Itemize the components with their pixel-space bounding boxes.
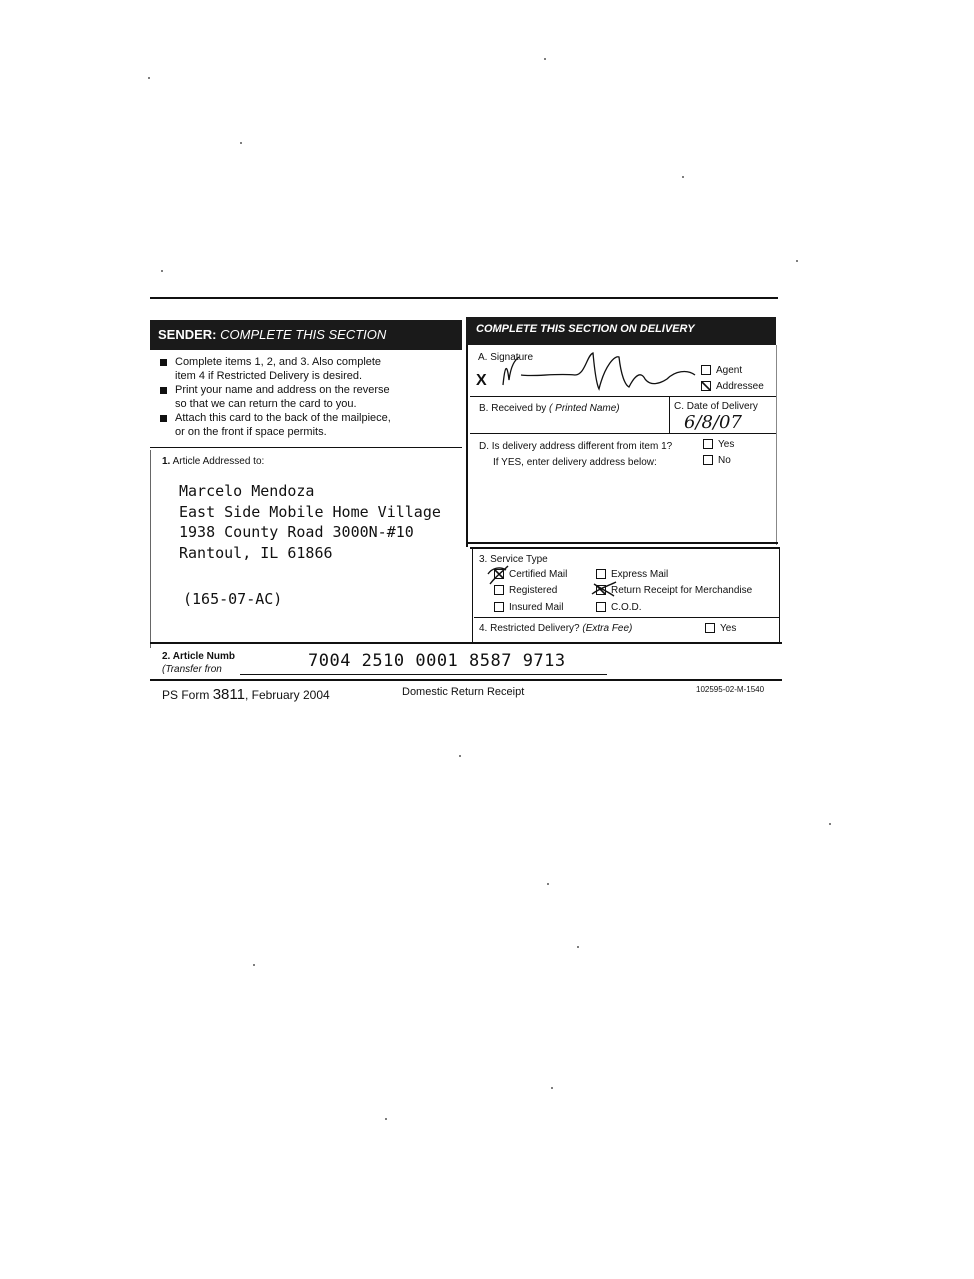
date-of-delivery-label: C. Date of Delivery xyxy=(674,401,758,412)
service-right-rule xyxy=(779,547,780,642)
sender-header-bold: SENDER: xyxy=(158,327,217,342)
form-prefix: PS Form xyxy=(162,688,210,702)
address-line: Rantoul, IL 61866 xyxy=(179,543,333,562)
address-line: East Side Mobile Home Village xyxy=(179,502,441,521)
restricted-delivery-label xyxy=(479,622,632,635)
article-label-num: 1. xyxy=(162,456,171,467)
restricted-italic: (Extra Fee) xyxy=(582,623,633,634)
article-number-label-line1: 2. Article Numb xyxy=(162,651,235,662)
cod-checkbox[interactable] xyxy=(596,602,606,612)
addressee-option[interactable] xyxy=(701,380,764,393)
scan-speck xyxy=(253,964,255,966)
addressee-label: Addressee xyxy=(716,381,764,392)
article-top-rule xyxy=(150,642,782,644)
form-title: Domestic Return Receipt xyxy=(402,686,525,698)
service-option-label: Registered xyxy=(509,585,558,596)
service-option-insured[interactable] xyxy=(494,601,563,614)
sender-instructions xyxy=(160,355,460,439)
scan-speck xyxy=(682,176,684,178)
article-label-text: Article Addressed to: xyxy=(172,456,265,467)
reference-code: (165-07-AC) xyxy=(183,590,283,608)
delivery-header xyxy=(466,317,776,345)
instruction-line: or on the front if space permits. xyxy=(175,426,327,438)
address-line: 1938 County Road 3000N-#10 xyxy=(179,523,414,541)
service-top-rule xyxy=(470,547,780,549)
signature-x: X xyxy=(476,372,487,389)
d-yes-option[interactable] xyxy=(703,438,734,451)
article-number-label xyxy=(162,650,235,676)
insured-checkbox[interactable] xyxy=(494,602,504,612)
d-question: D. Is delivery address different from item 1? xyxy=(479,441,673,452)
address-line: Marcelo Mendoza xyxy=(179,482,315,500)
service-option-cod[interactable] xyxy=(596,601,642,614)
received-by-label xyxy=(479,402,620,415)
date-of-delivery-value: 6/8/07 xyxy=(684,412,742,433)
signature-label: A. Signature xyxy=(478,352,534,363)
received-by-text: B. Received by xyxy=(479,403,547,414)
scan-speck xyxy=(829,823,831,825)
instruction-line: Attach this card to the back of the mailpiece, xyxy=(175,412,391,424)
scan-speck xyxy=(551,1087,553,1089)
card-top-rule xyxy=(150,297,778,299)
d-if-yes: If YES, enter delivery address below: xyxy=(493,457,657,468)
delivery-right-rule xyxy=(776,345,777,545)
scan-speck xyxy=(796,260,798,262)
form-number: 3811 xyxy=(212,686,245,703)
restricted-text: 4. Restricted Delivery? xyxy=(479,623,580,634)
article-underline xyxy=(240,674,607,675)
sender-divider xyxy=(150,447,462,448)
instruction-line: Print your name and address on the reverse xyxy=(175,384,390,396)
certified-check-mark xyxy=(484,562,514,588)
restricted-yes-checkbox[interactable] xyxy=(705,623,715,633)
scan-speck xyxy=(459,755,461,757)
service-option-label: Certified Mail xyxy=(509,569,568,580)
signature-scribble xyxy=(495,345,715,395)
form-code: 102595-02-M-1540 xyxy=(696,685,765,694)
restricted-yes-label: Yes xyxy=(720,623,737,634)
scan-speck xyxy=(148,77,150,79)
service-option-label: Express Mail xyxy=(611,569,669,580)
delivery-header-text: COMPLETE THIS SECTION ON DELIVERY xyxy=(476,323,695,335)
article-number-label-line2: (Transfer fron xyxy=(162,664,222,675)
delivery-left-rule xyxy=(466,345,468,547)
agent-checkbox[interactable] xyxy=(701,365,711,375)
service-option-label: C.O.D. xyxy=(611,602,642,613)
recipient-address xyxy=(179,481,441,563)
scan-speck xyxy=(161,270,163,272)
instruction-line: Complete items 1, 2, and 3. Also complete xyxy=(175,356,382,368)
date-divider xyxy=(669,397,670,433)
scan-speck xyxy=(547,883,549,885)
bullet-icon xyxy=(160,359,167,366)
agent-label: Agent xyxy=(716,365,743,376)
d-no-checkbox[interactable] xyxy=(703,455,713,465)
article-number-value: 7004 2510 0001 8587 9713 xyxy=(308,651,566,671)
article-bottom-rule xyxy=(150,679,782,681)
form-date: , February 2004 xyxy=(244,688,330,702)
d-no-option[interactable] xyxy=(703,454,731,467)
article-addressed-label xyxy=(162,455,264,468)
bullet-icon xyxy=(160,415,167,422)
addressee-checkbox[interactable] xyxy=(701,381,711,391)
service-option-label: Return Receipt for Merchandise xyxy=(611,585,753,596)
scan-speck xyxy=(544,58,546,60)
instruction-line: so that we can return the card to you. xyxy=(175,398,357,410)
d-no-label: No xyxy=(718,455,731,466)
instruction-line: item 4 if Restricted Delivery is desired. xyxy=(175,370,363,382)
received-divider xyxy=(470,433,776,434)
restricted-yes-option[interactable] xyxy=(705,622,736,635)
delivery-bottom-rule xyxy=(466,542,778,544)
bullet-icon xyxy=(160,387,167,394)
signature-divider xyxy=(470,396,776,397)
service-type-label: 3. Service Type xyxy=(479,554,548,565)
express-checkbox[interactable] xyxy=(596,569,606,579)
agent-option[interactable] xyxy=(701,364,742,377)
d-yes-checkbox[interactable] xyxy=(703,439,713,449)
form-id xyxy=(162,686,330,703)
service-mid-rule xyxy=(474,617,780,618)
return-receipt-check-mark xyxy=(590,580,620,600)
scan-speck xyxy=(240,142,242,144)
sender-header-italic: COMPLETE THIS SECTION xyxy=(220,327,387,342)
sender-left-rule xyxy=(150,450,151,648)
scan-speck xyxy=(385,1118,387,1120)
scan-speck xyxy=(577,946,579,948)
received-by-italic: ( Printed Name) xyxy=(549,403,620,414)
service-option-label: Insured Mail xyxy=(509,602,564,613)
d-yes-label: Yes xyxy=(718,439,735,450)
sender-header xyxy=(150,320,462,350)
service-left-rule xyxy=(472,547,473,642)
